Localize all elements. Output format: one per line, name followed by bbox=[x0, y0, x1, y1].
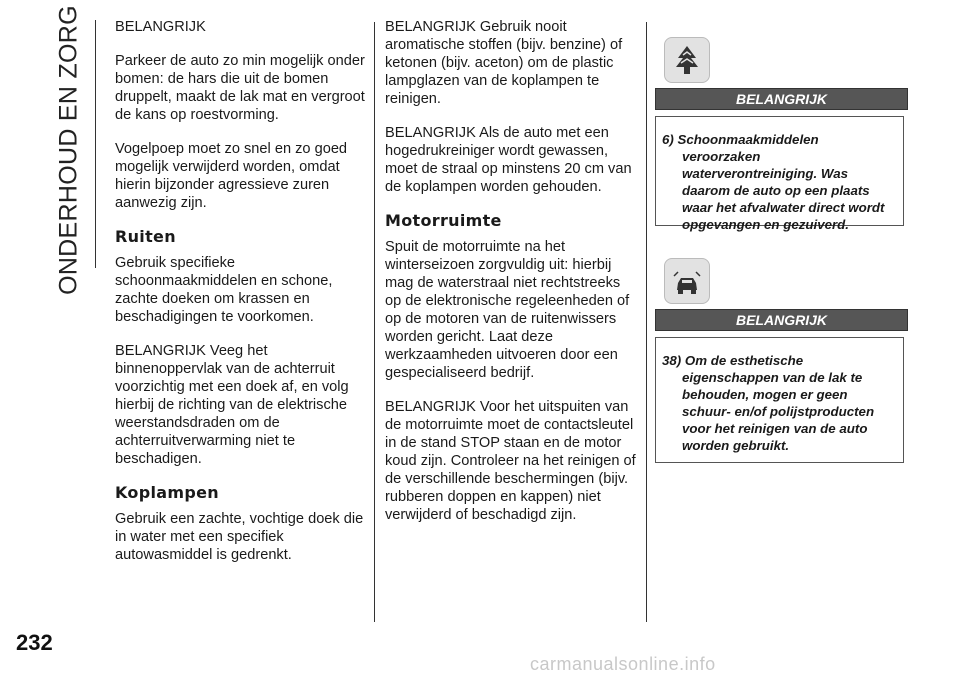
warning-1-body bbox=[655, 116, 904, 232]
col2-paragraph-stop: BELANGRIJK Voor het uitspuiten van de motorruimte moet de contactsleutel in de stand STOP staan en de motor koud zijn. Controleer na het reinigen of de verschillende beschermingen (bijv. rubberen doppen en kappen) niet verwijderd of beschadigd zijn. bbox=[385, 399, 636, 523]
col1-paragraph-koplampen: Gebruik een zachte, vochtige doek die in water met een specifiek autowasmiddel is gedrenkt. bbox=[115, 511, 364, 563]
warning-2-body bbox=[655, 337, 904, 463]
col2-paragraph-aromatic: BELANGRIJK Gebruik nooit aromatische stoffen (bijv. benzine) of ketonen (bijv. aceton) om de plastic lampglazen van de koplampen te reinigen. bbox=[385, 19, 623, 107]
environment-tree-icon bbox=[664, 37, 710, 83]
side-divider bbox=[95, 20, 96, 268]
car-care-icon bbox=[664, 258, 710, 304]
warning-2-number: 38) bbox=[662, 353, 682, 368]
column-divider-1 bbox=[374, 22, 375, 622]
watermark: carmanualsonline.info bbox=[530, 654, 716, 674]
column-2 bbox=[385, 18, 637, 540]
warning-2-text: Om de esthetische eigenschappen van de lak te behouden, mogen er geen schuur- en/of polijstproducten voor het reinigen van de auto worden gebruikt. bbox=[682, 353, 875, 453]
warning-1-text-block bbox=[662, 131, 895, 233]
warning-1-number: 6) bbox=[662, 132, 674, 147]
heading-ruiten: Ruiten bbox=[115, 227, 176, 246]
section-title bbox=[44, 4, 94, 295]
column-1 bbox=[115, 18, 365, 580]
warning-2-heading: BELANGRIJK bbox=[655, 309, 908, 331]
page-number: 232 bbox=[16, 630, 53, 655]
col2-paragraph-pressure: BELANGRIJK Als de auto met een hogedrukreiniger wordt gewassen, moet de straal op minstens 20 cm van de koplampen worden gehouden. bbox=[385, 125, 632, 195]
heading-koplampen: Koplampen bbox=[115, 483, 219, 502]
warning-1-heading: BELANGRIJK bbox=[655, 88, 908, 110]
section-title-text: ONDERHOUD EN ZORG bbox=[54, 4, 83, 295]
column-divider-2 bbox=[646, 22, 647, 622]
warning-1-text: Schoonmaakmiddelen veroorzaken waterverontreiniging. Was daarom de auto op een plaats waar het afvalwater direct wordt opgevangen en gezuiverd. bbox=[677, 132, 885, 232]
col1-paragraph-ruiten: Gebruik specifieke schoonmaakmiddelen en schone, zachte doeken om krassen en beschadigingen te voorkomen. bbox=[115, 255, 333, 325]
col1-paragraph-bird: Vogelpoep moet zo snel en zo goed mogelijk verwijderd worden, omdat hierin bijzonder agressieve zuren aanwezig zijn. bbox=[115, 141, 348, 211]
col1-paragraph-achterruit: BELANGRIJK Veeg het binnenoppervlak van de achterruit voorzichtig met een doek af, en volg hierbij de richting van de elektrische weerstandsdraden om de achterruitverwarming niet te beschadigen. bbox=[115, 343, 349, 467]
warning-2-text-block bbox=[662, 352, 895, 454]
col2-paragraph-motorruimte: Spuit de motorruimte na het winterseizoen zorgvuldig uit: hierbij mag de waterstraal niet rechtstreeks op de elektronische regeleenheden of op de motoren van de ruitenwissers worden gericht. Laat deze werkzaamheden uitvoeren door een gespecialiseerd bedrijf. bbox=[385, 239, 630, 381]
heading-motorruimte: Motorruimte bbox=[385, 211, 502, 230]
col1-important-label: BELANGRIJK bbox=[115, 19, 206, 35]
col1-paragraph-trees: Parkeer de auto zo min mogelijk onder bomen: de hars die uit de bomen druppelt, maakt de lak mat en vergroot de kans op roestvorming. bbox=[115, 53, 365, 123]
